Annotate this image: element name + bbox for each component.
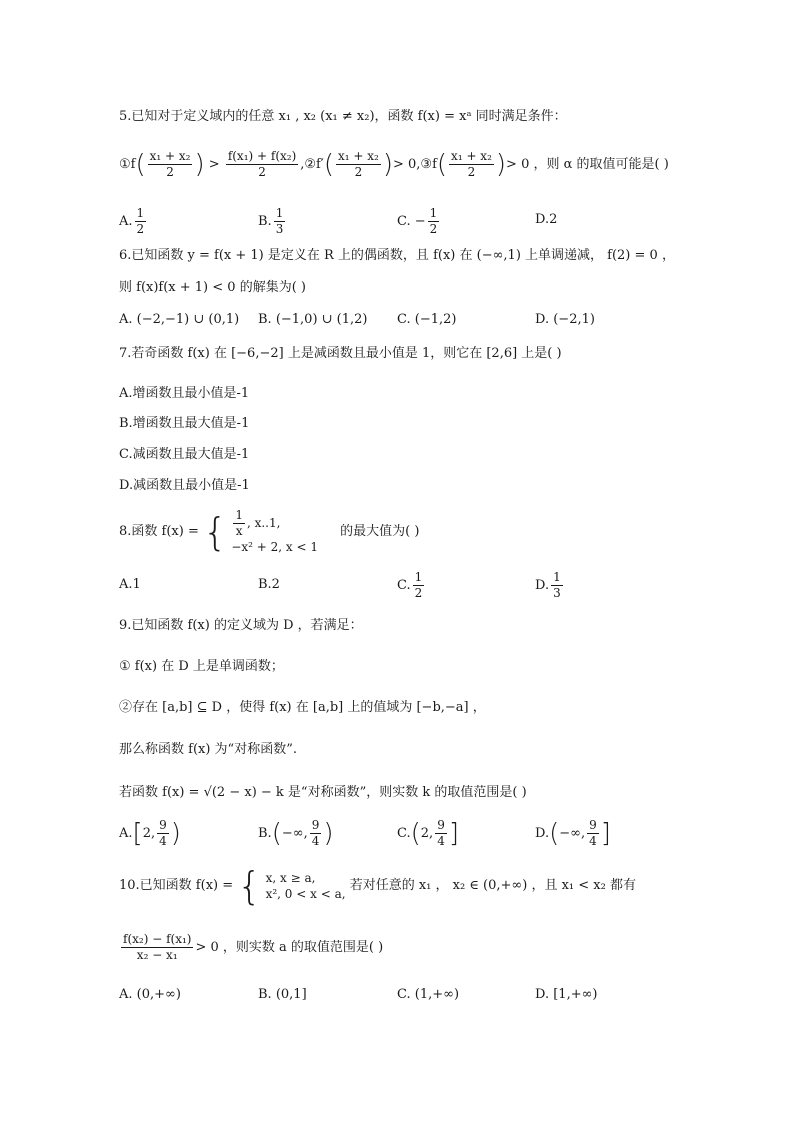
q9-option-d-label: D. (535, 826, 550, 841)
q9-option-b-body: −∞, (281, 826, 308, 841)
q6-line1: 6.已知函数 y = f(x + 1) 是定义在 R 上的偶函数，且 f(x) 在 (−∞,1) 上单调递减， f(2) = 0 ， (119, 248, 675, 263)
q10-frac (121, 932, 193, 963)
q8-suffix: 的最大值为( ) (340, 524, 420, 539)
q10-option-c: C. (1,+∞) (397, 987, 460, 1002)
q6-option-d: D. (−2,1) (535, 312, 595, 327)
q9-option-d-body: −∞, (559, 826, 586, 841)
q9-option-b-label: B. (258, 826, 272, 841)
q10-frac-num: f(x₂) − f(x₁) (123, 932, 192, 946)
q8-brace: { (203, 509, 228, 554)
q5-cond3-den: 2 (467, 165, 476, 179)
q9-option-d-num: 9 (589, 818, 597, 832)
q10-case1: x, x ≥ a, (265, 870, 316, 885)
q9-option-c-frac (435, 818, 447, 849)
q9-option-a-body: 2, (142, 826, 156, 841)
q9-option-b (258, 817, 334, 851)
q5-option-a-num: 1 (136, 206, 145, 220)
q9-option-a-label: A. (119, 826, 133, 841)
q5-paren: ( (323, 149, 334, 180)
q9-option-d (535, 817, 611, 851)
q5-cond2-prefix: ,②f′ (300, 157, 324, 172)
q5-option-b (258, 206, 287, 237)
q5-cond1-gt: > (208, 157, 220, 172)
q8-case1-cond: , x..1, (246, 516, 281, 530)
q5-cond3-tail: > 0 ，则 α 的取值可能是( ) (506, 157, 669, 172)
q9-option-b-left: ( (271, 818, 282, 849)
q9-option-c-right: ] (448, 818, 459, 849)
q5-paren: ( (436, 149, 448, 180)
q8-stem (119, 508, 419, 555)
q9-option-a-num: 9 (159, 818, 167, 832)
q5-paren: ( (135, 149, 146, 180)
q7-option-c: C.减函数且最大值是-1 (119, 447, 250, 462)
q10-brace: { (237, 863, 262, 908)
q8-case2: −x² + 2, x < 1 (231, 540, 318, 554)
q5-cond3-num: x₁ + x₂ (451, 149, 492, 163)
q8-option-c-den: 2 (414, 586, 423, 600)
q10-prefix: 10.已知函数 f(x) = (119, 878, 234, 893)
q5-option-c-den: 2 (429, 222, 438, 236)
q5-paren: ) (194, 149, 205, 180)
q8-option-d (535, 570, 565, 601)
q5-cond1-prefix: ①f (119, 157, 136, 172)
q10-frac-den: x₂ − x₁ (136, 948, 178, 962)
q8-option-c-num: 1 (414, 570, 423, 584)
q5-cond1-den: 2 (166, 165, 174, 179)
q5-option-b-label: B. (258, 214, 272, 229)
q8-case1-num: 1 (235, 508, 243, 522)
q9-stem: 9.已知函数 f(x) 的定义域为 D ，若满足： (119, 618, 363, 633)
q9-option-d-den: 4 (589, 834, 597, 848)
q5-conditions (119, 143, 669, 187)
q8-option-d-den: 3 (553, 586, 561, 600)
q7-option-b: B.增函数且最大值是-1 (119, 416, 250, 431)
q5-cond1-num: x₁ + x₂ (149, 149, 191, 163)
q5-cond1-rhs-den: 2 (258, 165, 266, 179)
q5-option-c-frac (428, 206, 440, 237)
q6-line2: 则 f(x)f(x + 1) < 0 的解集为( ) (119, 280, 306, 295)
q10-option-a: A. (0,+∞) (119, 987, 181, 1002)
q10-option-d: D. [1,+∞) (535, 987, 598, 1002)
q10-cases (266, 870, 346, 902)
q6-option-b: B. (−1,0) ∪ (1,2) (258, 312, 368, 327)
q9-option-c-den: 4 (437, 834, 445, 848)
q9-option-a-left: [ (132, 818, 143, 849)
q9-option-a-frac (157, 818, 169, 849)
q9-option-a-den: 4 (159, 834, 167, 848)
q9-option-d-right: ] (600, 818, 611, 849)
q5-option-c-num: 1 (429, 206, 438, 220)
q5-paren: ) (382, 149, 393, 180)
q5-cond2-den: 2 (354, 165, 363, 179)
q7-option-d: D.减函数且最小值是-1 (119, 478, 250, 493)
q5-option-a (119, 206, 148, 237)
q10-condition (119, 928, 383, 968)
q5-cond2-frac (336, 149, 381, 180)
q8-cases (231, 508, 318, 555)
q8-option-b: B.2 (258, 577, 280, 592)
q9-option-b-den: 4 (311, 834, 320, 848)
q8-prefix: 8.函数 f(x) = (119, 524, 199, 539)
q5-option-d: D.2 (535, 212, 558, 227)
q9-option-c-body: 2, (420, 826, 434, 841)
q10-stem (119, 864, 636, 908)
q9-option-a (119, 817, 181, 851)
q8-option-c (397, 570, 426, 601)
q5-cond1-rhs-frac (226, 149, 298, 180)
q8-option-c-label: C. (397, 578, 411, 593)
q10-tail: > 0 ，则实数 a 的取值范围是( ) (195, 940, 384, 955)
q9-option-c (397, 817, 459, 851)
q9-cond1: ① f(x) 在 D 上是单调函数； (119, 659, 284, 674)
q9-question: 若函数 f(x) = √(2 − x) − k 是“对称函数”，则实数 k 的取值范围是( ) (119, 785, 527, 800)
q9-option-b-frac (310, 818, 322, 849)
q10-suffix: 若对任意的 x₁ ， x₂ ∈ (0,+∞) ，且 x₁ < x₂ 都有 (349, 878, 636, 893)
q8-option-d-num: 1 (553, 570, 561, 584)
q9-option-c-left: ( (410, 818, 421, 849)
q9-option-a-right: ) (170, 818, 181, 849)
q6-option-a: A. (−2,−1) ∪ (0,1) (119, 312, 240, 327)
q10-option-b: B. (0,1] (258, 987, 307, 1002)
q8-option-d-frac (551, 570, 563, 601)
q5-cond1-frac (148, 149, 193, 180)
q7-option-a: A.增函数且最小值是-1 (119, 386, 250, 401)
q7-stem: 7.若奇函数 f(x) 在 [−6,−2] 上是减函数且最小值是 1，则它在 [2,6] 上是( ) (119, 346, 562, 361)
q5-option-a-frac (135, 206, 147, 237)
q8-option-d-label: D. (535, 578, 550, 593)
q8-option-a: A.1 (119, 577, 141, 592)
q5-option-a-label: A. (119, 214, 133, 229)
q9-option-b-num: 9 (311, 818, 320, 832)
q9-cond2: ②存在 [a,b] ⊆ D ，使得 f(x) 在 [a,b] 上的值域为 [−b,−a] ， (119, 700, 486, 715)
q9-option-b-right: ) (323, 818, 334, 849)
q9-option-c-label: C. (397, 826, 411, 841)
q10-case2: x², 0 < x < a, (265, 886, 346, 901)
q8-case1 (231, 508, 318, 539)
q8-case1-den: x (235, 524, 243, 538)
q5-cond3-frac (449, 149, 494, 180)
q5-option-c-label: C. − (397, 214, 426, 229)
q9-option-d-frac (587, 818, 599, 849)
q8-case1-frac (233, 508, 245, 539)
q9-option-d-left: ( (549, 818, 560, 849)
q5-option-b-frac (274, 206, 286, 237)
q8-option-c-frac (413, 570, 425, 601)
q5-option-a-den: 2 (136, 222, 145, 236)
q5-option-c (397, 206, 441, 237)
q5-option-b-den: 3 (275, 222, 284, 236)
q5-paren: ) (495, 149, 507, 180)
q5-cond2-num: x₁ + x₂ (337, 149, 379, 163)
q5-cond2-tail: > 0,③f (392, 157, 437, 172)
q5-stem: 5.已知对于定义域内的任意 x₁ , x₂ (x₁ ≠ x₂)，函数 f(x) = xᵃ 同时满足条件： (119, 109, 567, 124)
q6-option-c: C. (−1,2) (397, 312, 457, 327)
q5-option-b-num: 1 (275, 206, 284, 220)
q5-cond1-rhs-num: f(x₁) + f(x₂) (227, 149, 297, 163)
q9-definition: 那么称函数 f(x) 为“对称函数”. (119, 742, 297, 757)
q9-option-c-num: 9 (437, 818, 445, 832)
